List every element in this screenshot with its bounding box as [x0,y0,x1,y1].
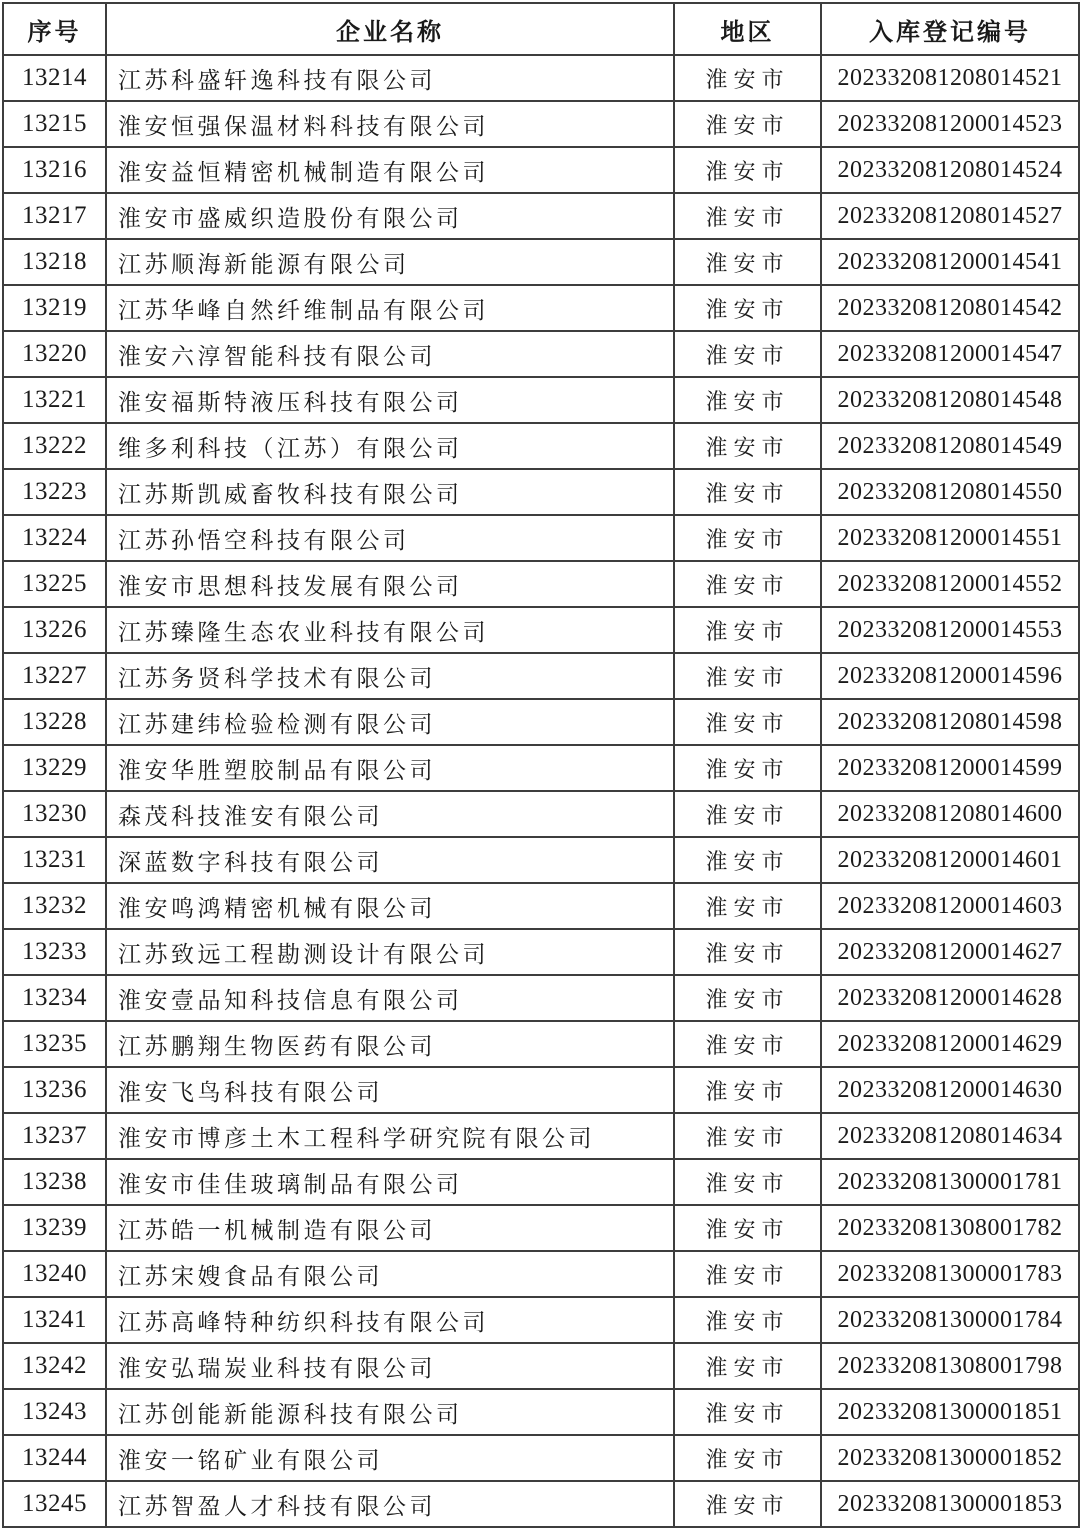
table-row [3,929,1079,975]
region-cell: 淮安市 [674,1113,821,1159]
company-name-cell: 淮安市佳佳玻璃制品有限公司 [106,1159,674,1205]
seq-cell: 13241 [3,1297,106,1343]
company-name-cell: 江苏皓一机械制造有限公司 [106,1205,674,1251]
seq-cell: 13228 [3,699,106,745]
table-row [3,883,1079,929]
company-name-cell: 江苏宋嫂食品有限公司 [106,1251,674,1297]
table-row [3,147,1079,193]
registration-number-cell: 202332081208014600 [821,791,1079,837]
registration-number-cell: 202332081200014599 [821,745,1079,791]
seq-cell: 13218 [3,239,106,285]
region-cell: 淮安市 [674,147,821,193]
registration-number-cell: 202332081200014541 [821,239,1079,285]
registration-number-cell: 202332081200014603 [821,883,1079,929]
seq-cell: 13238 [3,1159,106,1205]
registration-number-cell: 202332081300001783 [821,1251,1079,1297]
seq-cell: 13235 [3,1021,106,1067]
seq-cell: 13240 [3,1251,106,1297]
company-name-cell: 江苏鹏翔生物医药有限公司 [106,1021,674,1067]
table-row [3,1251,1079,1297]
table-row [3,1205,1079,1251]
region-cell: 淮安市 [674,1297,821,1343]
company-name-cell: 淮安益恒精密机械制造有限公司 [106,147,674,193]
table-row [3,607,1079,653]
region-cell: 淮安市 [674,285,821,331]
company-name-cell: 森茂科技淮安有限公司 [106,791,674,837]
company-name-cell: 深蓝数字科技有限公司 [106,837,674,883]
region-cell: 淮安市 [674,653,821,699]
seq-cell: 13239 [3,1205,106,1251]
seq-cell: 13227 [3,653,106,699]
region-cell: 淮安市 [674,515,821,561]
table-row [3,1159,1079,1205]
table-row [3,1067,1079,1113]
table-row [3,55,1079,101]
company-name-cell: 淮安福斯特液压科技有限公司 [106,377,674,423]
region-cell: 淮安市 [674,1067,821,1113]
region-cell: 淮安市 [674,55,821,101]
registration-number-cell: 202332081200014552 [821,561,1079,607]
enterprise-registration-table [2,2,1080,1528]
table-row [3,193,1079,239]
seq-cell: 13217 [3,193,106,239]
seq-cell: 13229 [3,745,106,791]
registration-number-cell: 202332081300001851 [821,1389,1079,1435]
seq-cell: 13242 [3,1343,106,1389]
region-cell: 淮安市 [674,745,821,791]
column-header-company-name: 企业名称 [106,3,674,55]
table-row [3,423,1079,469]
region-cell: 淮安市 [674,1481,821,1527]
table-row [3,285,1079,331]
region-cell: 淮安市 [674,1205,821,1251]
registration-number-cell: 202332081200014596 [821,653,1079,699]
registration-number-cell: 202332081200014547 [821,331,1079,377]
region-cell: 淮安市 [674,1343,821,1389]
region-cell: 淮安市 [674,377,821,423]
company-name-cell: 江苏顺海新能源有限公司 [106,239,674,285]
registration-number-cell: 202332081208014521 [821,55,1079,101]
company-name-cell: 淮安市盛威织造股份有限公司 [106,193,674,239]
registration-number-cell: 202332081208014527 [821,193,1079,239]
registration-number-cell: 202332081208014542 [821,285,1079,331]
region-cell: 淮安市 [674,699,821,745]
seq-cell: 13237 [3,1113,106,1159]
table-header [3,3,1079,55]
registration-number-cell: 202332081208014550 [821,469,1079,515]
registration-number-cell: 202332081200014628 [821,975,1079,1021]
seq-cell: 13243 [3,1389,106,1435]
company-name-cell: 淮安市思想科技发展有限公司 [106,561,674,607]
table-row [3,101,1079,147]
registration-number-cell: 202332081200014627 [821,929,1079,975]
table-row [3,1389,1079,1435]
registration-number-cell: 202332081308001798 [821,1343,1079,1389]
company-name-cell: 淮安飞鸟科技有限公司 [106,1067,674,1113]
company-name-cell: 江苏华峰自然纤维制品有限公司 [106,285,674,331]
column-header-seq: 序号 [3,3,106,55]
table-row [3,331,1079,377]
registration-number-cell: 202332081300001853 [821,1481,1079,1527]
table-row [3,239,1079,285]
seq-cell: 13220 [3,331,106,377]
seq-cell: 13214 [3,55,106,101]
company-name-cell: 江苏斯凯威畜牧科技有限公司 [106,469,674,515]
region-cell: 淮安市 [674,331,821,377]
region-cell: 淮安市 [674,1251,821,1297]
company-name-cell: 江苏致远工程勘测设计有限公司 [106,929,674,975]
registration-number-cell: 202332081208014524 [821,147,1079,193]
table-row [3,469,1079,515]
company-name-cell: 江苏臻隆生态农业科技有限公司 [106,607,674,653]
table-body [3,55,1079,1527]
registration-number-cell: 202332081200014553 [821,607,1079,653]
company-name-cell: 江苏孙悟空科技有限公司 [106,515,674,561]
seq-cell: 13232 [3,883,106,929]
seq-cell: 13219 [3,285,106,331]
registration-number-cell: 202332081200014551 [821,515,1079,561]
seq-cell: 13230 [3,791,106,837]
registration-number-cell: 202332081300001781 [821,1159,1079,1205]
registration-number-cell: 202332081200014601 [821,837,1079,883]
company-name-cell: 淮安市博彦土木工程科学研究院有限公司 [106,1113,674,1159]
seq-cell: 13215 [3,101,106,147]
company-name-cell: 淮安恒强保温材料科技有限公司 [106,101,674,147]
region-cell: 淮安市 [674,607,821,653]
registration-number-cell: 202332081208014548 [821,377,1079,423]
table-row [3,975,1079,1021]
table-row [3,1435,1079,1481]
table-row [3,791,1079,837]
seq-cell: 13234 [3,975,106,1021]
seq-cell: 13216 [3,147,106,193]
registration-number-cell: 202332081200014523 [821,101,1079,147]
table-row [3,1113,1079,1159]
registration-number-cell: 202332081300001852 [821,1435,1079,1481]
header-row [3,3,1079,55]
seq-cell: 13222 [3,423,106,469]
company-name-cell: 江苏务贤科学技术有限公司 [106,653,674,699]
seq-cell: 13236 [3,1067,106,1113]
company-name-cell: 淮安华胜塑胶制品有限公司 [106,745,674,791]
region-cell: 淮安市 [674,883,821,929]
region-cell: 淮安市 [674,423,821,469]
company-name-cell: 淮安弘瑞炭业科技有限公司 [106,1343,674,1389]
company-name-cell: 江苏科盛轩逸科技有限公司 [106,55,674,101]
column-header-region: 地区 [674,3,821,55]
registration-number-cell: 202332081208014598 [821,699,1079,745]
region-cell: 淮安市 [674,929,821,975]
company-name-cell: 淮安壹品知科技信息有限公司 [106,975,674,1021]
table-row [3,1297,1079,1343]
seq-cell: 13231 [3,837,106,883]
region-cell: 淮安市 [674,1435,821,1481]
registration-number-cell: 202332081208014549 [821,423,1079,469]
region-cell: 淮安市 [674,975,821,1021]
region-cell: 淮安市 [674,791,821,837]
region-cell: 淮安市 [674,1389,821,1435]
seq-cell: 13223 [3,469,106,515]
registration-number-cell: 202332081300001784 [821,1297,1079,1343]
region-cell: 淮安市 [674,101,821,147]
registration-number-cell: 202332081308001782 [821,1205,1079,1251]
seq-cell: 13245 [3,1481,106,1527]
table-row [3,837,1079,883]
region-cell: 淮安市 [674,239,821,285]
company-name-cell: 江苏建纬检验检测有限公司 [106,699,674,745]
registration-number-cell: 202332081200014630 [821,1067,1079,1113]
seq-cell: 13226 [3,607,106,653]
company-name-cell: 维多利科技（江苏）有限公司 [106,423,674,469]
table-row [3,1021,1079,1067]
company-name-cell: 淮安六淳智能科技有限公司 [106,331,674,377]
table-row [3,377,1079,423]
table-row [3,1343,1079,1389]
seq-cell: 13233 [3,929,106,975]
registration-number-cell: 202332081200014629 [821,1021,1079,1067]
company-name-cell: 淮安一铭矿业有限公司 [106,1435,674,1481]
column-header-registration-number: 入库登记编号 [821,3,1079,55]
company-name-cell: 江苏创能新能源科技有限公司 [106,1389,674,1435]
seq-cell: 13225 [3,561,106,607]
registration-number-cell: 202332081208014634 [821,1113,1079,1159]
table-row [3,653,1079,699]
region-cell: 淮安市 [674,1021,821,1067]
region-cell: 淮安市 [674,561,821,607]
region-cell: 淮安市 [674,837,821,883]
seq-cell: 13244 [3,1435,106,1481]
table-row [3,699,1079,745]
company-name-cell: 淮安鸣鸿精密机械有限公司 [106,883,674,929]
seq-cell: 13221 [3,377,106,423]
table-row [3,1481,1079,1527]
company-name-cell: 江苏智盈人才科技有限公司 [106,1481,674,1527]
table-row [3,515,1079,561]
region-cell: 淮安市 [674,469,821,515]
region-cell: 淮安市 [674,1159,821,1205]
company-name-cell: 江苏高峰特种纺织科技有限公司 [106,1297,674,1343]
region-cell: 淮安市 [674,193,821,239]
table-row [3,561,1079,607]
seq-cell: 13224 [3,515,106,561]
table-row [3,745,1079,791]
